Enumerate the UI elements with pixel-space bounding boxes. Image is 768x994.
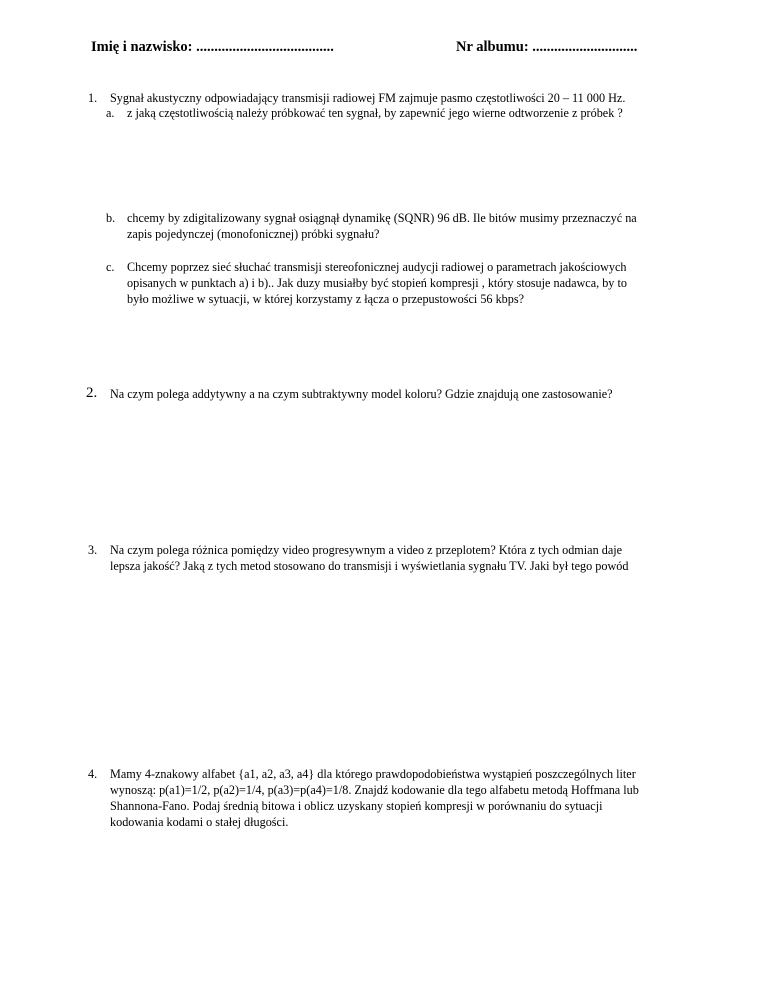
subquestion-c-line: było możliwe w sytuacji, w której korzystamy z łącza o przepustowości 56 kbps?	[127, 292, 525, 306]
question-number: 4.	[88, 767, 98, 781]
question-number: 1.	[88, 91, 98, 105]
question-number: 3.	[88, 543, 98, 557]
subquestion-b-line: chcemy by zdigitalizowany sygnał osiągnął dynamikę (SQNR) 96 dB. Ile bitów musimy przeznaczyć na	[127, 211, 637, 225]
question-intro: Sygnał akustyczny odpowiadający transmisji radiowej FM zajmuje pasmo częstotliwości 20 – 11 000 Hz.	[110, 91, 626, 105]
subquestion-b-line: zapis pojedynczej (monofonicznej) próbki sygnału?	[127, 227, 380, 241]
subquestion-a-line: z jaką częstotliwością należy próbkować ten sygnał, by zapewnić jego wierne odtworzenie z próbek ?	[127, 106, 623, 120]
question-line: Mamy 4-znakowy alfabet {a1, a2, a3, a4} dla którego prawdopodobieństwa wystąpień poszczególnych liter	[110, 767, 636, 781]
subquestion-c-line: opisanych w punktach a) i b).. Jak duzy musiałby być stopień kompresji , który stosuje nadawca, by to	[127, 276, 627, 290]
question-line: wynoszą: p(a1)=1/2, p(a2)=1/4, p(a3)=p(a4)=1/8. Znajdź kodowanie dla tego alfabetu metodą Hoffmana lub	[110, 783, 639, 797]
name-field-label: Imię i nazwisko: ......................................	[91, 39, 334, 55]
subquestion-label: c.	[106, 260, 115, 274]
question-line: lepsza jakość? Jaką z tych metod stosowano do transmisji i wyświetlania sygnału TV. Jaki był tego powód	[110, 559, 629, 573]
question-line: Na czym polega różnica pomiędzy video progresywnym a video z przeplotem? Która z tych odmian daje	[110, 543, 623, 557]
question-line: Shannona-Fano. Podaj średnią bitowa i oblicz uzyskany stopień kompresji w porównaniu do sytuacji	[110, 799, 603, 813]
question-line: kodowania kodami o stałej długości.	[110, 815, 289, 829]
question-number: 2.	[86, 385, 98, 401]
subquestion-label: b.	[106, 211, 116, 225]
subquestion-c-line: Chcemy poprzez sieć słuchać transmisji stereofonicznej audycji radiowej o parametrach jakościowych	[127, 260, 627, 274]
question-line: Na czym polega addytywny a na czym subtraktywny model koloru? Gdzie znajdują one zastosowanie?	[110, 387, 613, 401]
album-number-field-label: Nr albumu: .............................	[456, 39, 638, 55]
subquestion-label: a.	[106, 106, 115, 120]
